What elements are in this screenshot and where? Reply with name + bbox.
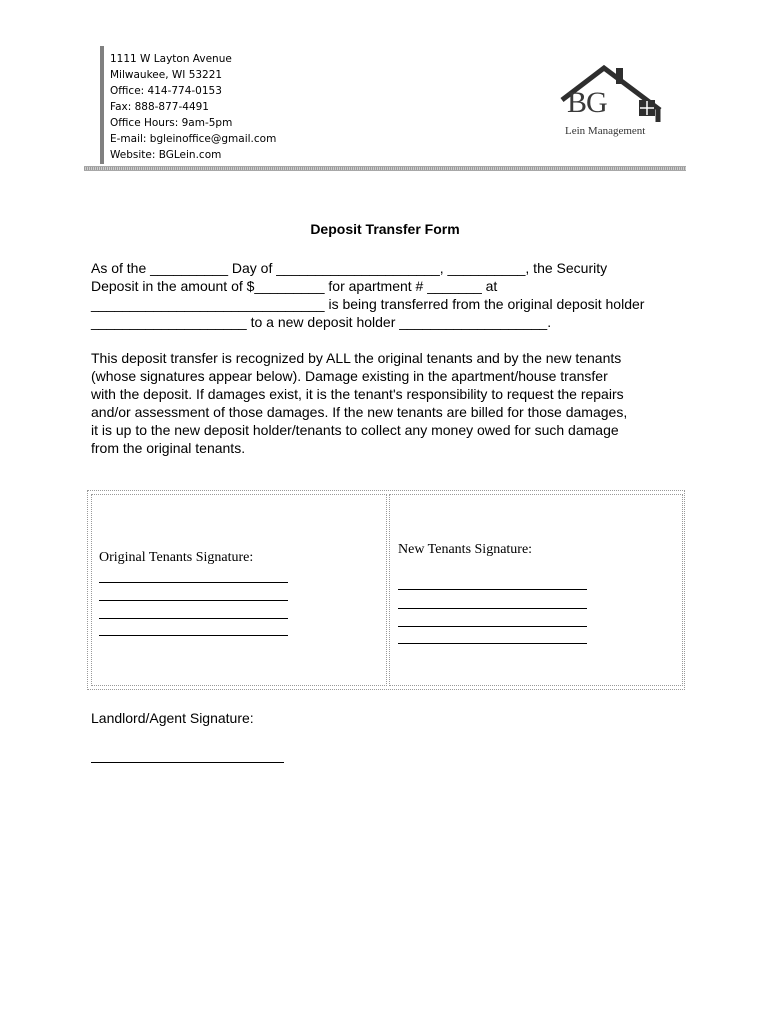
original-tenants-cell [91,494,387,686]
terms-paragraph: This deposit transfer is recognized by ALL the original tenants and by the new tenants (whose signatures appear below). Damage existing in the apartment/house transfer with the deposit. If damages exist, it is the tenant's responsibility to request the repairs and/or assessment of those damages. If the new tenants are billed for those damages, it is up to the new deposit holder/tenants to collect any money owed for such damage from the original tenants. [91,350,628,456]
new-signature-line-1[interactable] [398,589,587,590]
original-signature-line-3[interactable] [99,618,288,619]
contact-address: 1111 W Layton Avenue [110,53,232,65]
signature-table [87,490,685,690]
logo-initials: BG [567,86,607,119]
contact-city: Milwaukee, WI 53221 [110,69,223,81]
contact-block [110,51,276,163]
new-tenants-label: New Tenants Signature: [398,542,533,557]
landlord-signature-label: Landlord/Agent Signature: [91,710,254,726]
logo-company-name: Lein Management [565,125,646,137]
new-signature-line-2[interactable] [398,608,587,609]
new-signature-line-3[interactable] [398,626,587,627]
contact-fax: Fax: 888-877-4491 [110,101,209,113]
contact-website: Website: BGLein.com [110,149,222,161]
new-signature-line-4[interactable] [398,643,587,644]
contact-office-phone: Office: 414-774-0153 [110,85,222,97]
new-tenants-cell [389,494,683,686]
contact-email: E-mail: bgleinoffice@gmail.com [110,133,277,145]
header-divider [84,166,686,171]
original-signature-line-2[interactable] [99,600,288,601]
landlord-signature-line[interactable] [91,762,284,763]
form-title: Deposit Transfer Form [310,221,460,237]
original-tenants-label: Original Tenants Signature: [99,550,254,565]
original-signature-line-4[interactable] [99,635,288,636]
header-accent-bar [100,46,104,164]
transfer-details-paragraph: As of the __________ Day of _____________________, __________, the Security Deposit in the amount of $_________ for apartment # _______ at ______________________________ is being transferred from the original deposit holder ____________________ to a new deposit holder ___________________. [91,260,645,330]
original-signature-line-1[interactable] [99,582,288,583]
contact-hours: Office Hours: 9am-5pm [110,117,233,129]
